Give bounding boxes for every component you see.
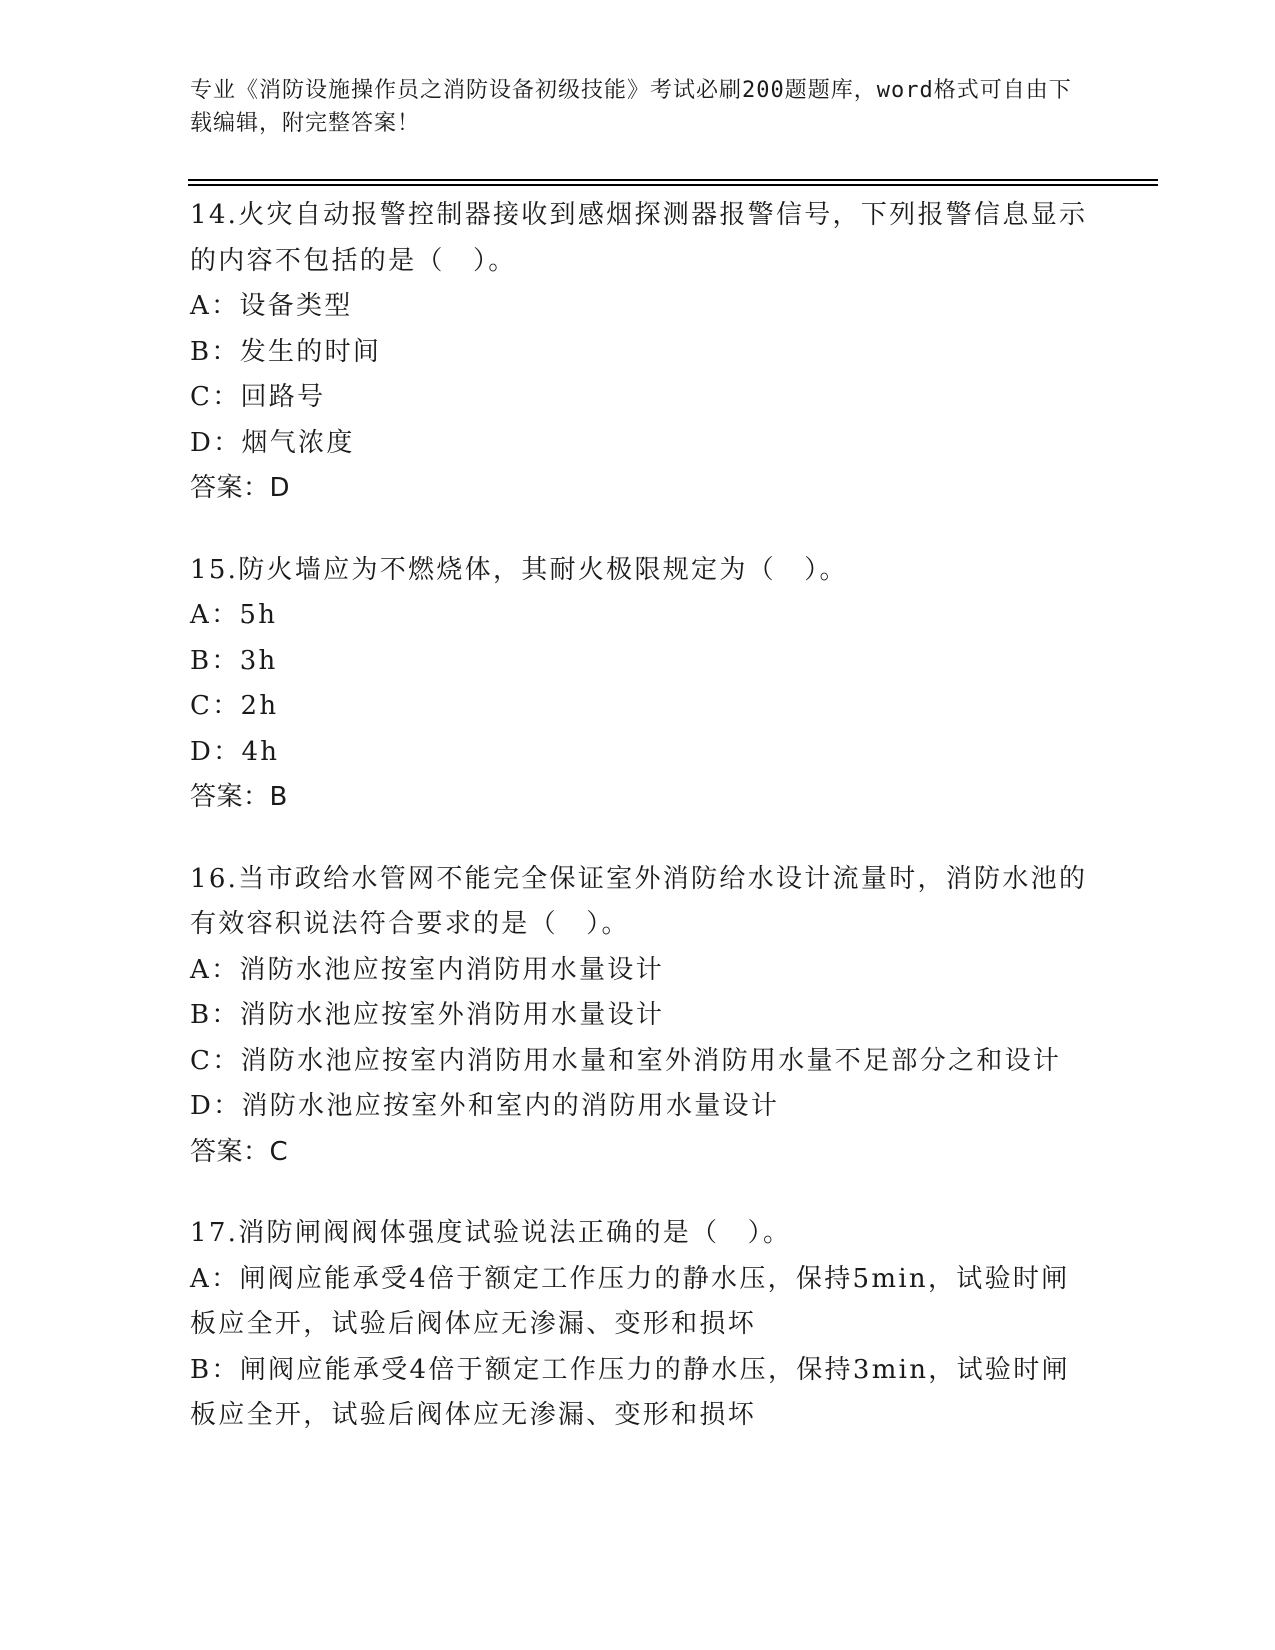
question-14 (190, 193, 1095, 512)
option-b: B：闸阀应能承受4倍于额定工作压力的静水压，保持3min，试验时闸板应全开，试验后阀体应无渗漏、变形和损坏 (190, 1354, 1070, 1430)
option-a: A：设备类型 (190, 291, 353, 321)
question-stem: 16.当市政给水管网不能完全保证室外消防给水设计流量时，消防水池的有效容积说法符合要求的是（ ）。 (190, 863, 1088, 939)
answer-line: 答案：D (190, 473, 291, 503)
option-d: D：4h (190, 736, 280, 767)
option-b: B：消防水池应按室外消防用水量设计 (190, 1000, 665, 1030)
question-17 (190, 1211, 1095, 1439)
option-d: D：烟气浓度 (190, 427, 355, 458)
question-stem: 17.消防闸阀阀体强度试验说法正确的是（ ）。 (190, 1218, 792, 1248)
option-c: C：2h (190, 691, 279, 721)
answer-line: 答案：B (190, 782, 288, 812)
question-15 (190, 548, 1095, 821)
option-a: A：消防水池应按室内消防用水量设计 (190, 954, 664, 985)
question-16 (190, 857, 1095, 1176)
document-header: 专业《消防设施操作员之消防设备初级技能》考试必刷200题题库，word格式可自由下载编辑，附完整答案！ (190, 78, 1072, 136)
option-c: C：消防水池应按室内消防用水量和室外消防用水量不足部分之和设计 (190, 1045, 1062, 1076)
answer-line: 答案：C (190, 1136, 289, 1167)
option-c: C：回路号 (190, 382, 326, 412)
question-stem: 14.火灾自动报警控制器接收到感烟探测器报警信号，下列报警信息显示的内容不包括的是（ ）。 (190, 200, 1088, 276)
option-b: B：发生的时间 (190, 336, 382, 367)
option-a: A：5h (190, 600, 278, 630)
header-divider-top (188, 179, 1158, 181)
option-d: D：消防水池应按室外和室内的消防用水量设计 (190, 1091, 780, 1121)
question-list (190, 193, 1095, 1475)
question-stem: 15.防火墙应为不燃烧体，其耐火极限规定为（ ）。 (190, 554, 848, 585)
option-b: B：3h (190, 645, 278, 676)
option-a: A：闸阀应能承受4倍于额定工作压力的静水压，保持5min，试验时闸板应全开，试验后阀体应无渗漏、变形和损坏 (190, 1263, 1070, 1339)
header-divider-bottom (188, 184, 1158, 186)
